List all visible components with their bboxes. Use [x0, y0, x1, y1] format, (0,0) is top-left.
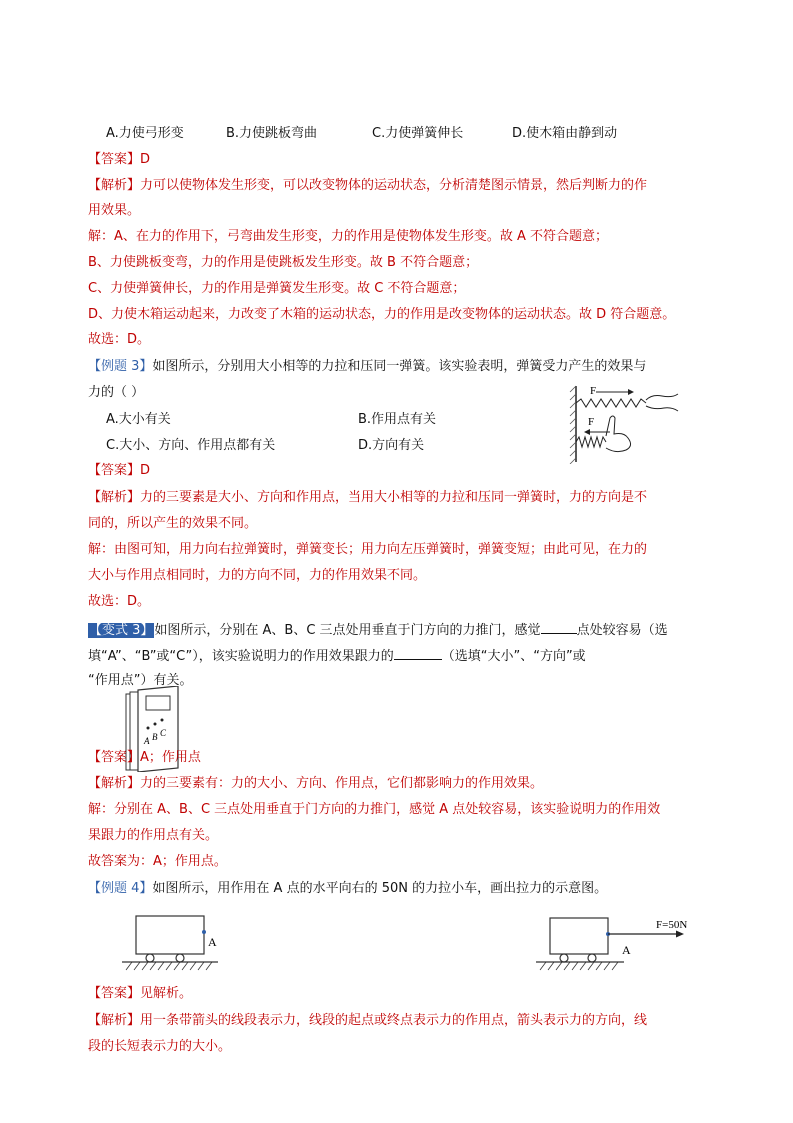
var3-answer-line: [88, 748, 201, 768]
force-label-top: F: [590, 385, 597, 397]
blank-2: [394, 645, 442, 660]
force-label: F=50N: [656, 919, 688, 931]
cart-figure-left: [118, 912, 228, 974]
ex3-analysis-tag: 【解析】: [88, 490, 141, 505]
var3-solution-line-2: 果跟力的作用点有关。: [88, 828, 219, 843]
option-b: B.力使跳板弯曲: [226, 126, 318, 141]
option-a: A.力使弓形变: [106, 126, 184, 141]
solution-line-4: D、力使木箱运动起来，力改变了木箱的运动状态，力的作用是改变物体的运动状态。故 D 符合题意。: [88, 307, 676, 322]
ex4-analysis-line-2: 段的长短表示力的大小。: [88, 1039, 232, 1054]
spring-figure: [568, 380, 680, 464]
blank-1: [541, 619, 577, 634]
var3-solution-line-1: 解：分别在 A、B、C 三点处用垂直于门方向的力推门，感觉 A 点处较容易，该实验说明力的作用效: [88, 802, 661, 817]
example3-question-2: 力的（ ）: [88, 385, 145, 400]
variant3-tag: 【变式 3】: [89, 623, 154, 638]
var3-analysis-line: [88, 774, 543, 794]
ex3-solution-line-1: 解：由图可知，用力向右拉弹簧时，弹簧变长；用力向左压弹簧时，弹簧变短；由此可见，在力的: [88, 542, 648, 557]
variant3-question-2: [88, 645, 586, 667]
example4-question: [88, 879, 607, 899]
analysis-line: [88, 176, 647, 196]
force-label-bottom: F: [588, 416, 595, 428]
ex3-option-b: B.作用点有关: [358, 412, 437, 427]
variant3-text-c: 填“A”、“B”或“C”），该实验说明力的作用效果跟力的: [88, 649, 394, 664]
pulling-hand-icon: [646, 394, 678, 411]
answer-line: [88, 150, 150, 170]
ex3-option-c: C.大小、方向、作用点都有关: [106, 438, 276, 453]
variant3-text-b: 点处较容易（选: [576, 623, 668, 638]
door-label-b: B: [152, 732, 158, 742]
cart-figure-right: [532, 912, 702, 974]
answer-value: D: [140, 152, 151, 167]
ex3-answer-tag: 【答案】: [88, 463, 141, 478]
ex4-answer-line: [88, 984, 192, 1004]
var3-answer-tag: 【答案】: [88, 750, 141, 765]
example3-tag: 【例题 3】: [88, 359, 153, 374]
ex4-answer-value: 见解析。: [140, 986, 193, 1001]
ex3-analysis-text: 力的三要素是大小、方向和作用点，当用大小相等的力拉和压同一弹簧时，力的方向是不: [140, 490, 648, 505]
example3-text: 如图所示，分别用大小相等的力拉和压同一弹簧。该实验表明，弹簧受力产生的效果与: [152, 359, 647, 374]
var3-analysis-tag: 【解析】: [88, 776, 141, 791]
ex3-analysis-line: [88, 488, 647, 508]
analysis-text: 力可以使物体发生形变，可以改变物体的运动状态，分析清楚图示情景，然后判断力的作: [140, 178, 648, 193]
answer-tag: 【答案】: [88, 152, 141, 167]
solution-line-2: B、力使跳板变弯，力的作用是使跳板发生形变。故 B 不符合题意；: [88, 255, 479, 270]
example4-text: 如图所示，用作用在 A 点的水平向右的 50N 的力拉小车，画出拉力的示意图。: [152, 881, 608, 896]
door-label-a: A: [144, 736, 150, 746]
variant3-text-d: （选填“大小”、“方向”或: [441, 649, 586, 664]
var3-analysis-text: 力的三要素有：力的大小、方向、作用点，它们都影响力的作用效果。: [140, 776, 544, 791]
var3-final-line: 故答案为：A；作用点。: [88, 854, 227, 869]
ex3-solution-line-2: 大小与作用点相同时，力的方向不同，力的作用效果不同。: [88, 568, 427, 583]
ex3-analysis-line-2: 同的，所以产生的效果不同。: [88, 516, 258, 531]
ex3-option-d: D.方向有关: [358, 438, 425, 453]
example4-tag: 【例题 4】: [88, 881, 153, 896]
option-c: C.力使弹簧伸长: [372, 126, 464, 141]
analysis-tag: 【解析】: [88, 178, 141, 193]
ex3-answer-line: [88, 461, 150, 481]
ex3-choose-line: 故选：D。: [88, 594, 151, 609]
cart-label-a-left: A: [208, 935, 217, 949]
ex3-option-a: A.大小有关: [106, 412, 171, 427]
ex3-answer-value: D: [140, 463, 151, 478]
ex4-analysis-tag: 【解析】: [88, 1013, 141, 1028]
solution-line-3: C、力使弹簧伸长，力的作用是弹簧发生形变。故 C 不符合题意；: [88, 281, 466, 296]
choose-line: 故选：D。: [88, 332, 151, 347]
ex4-answer-tag: 【答案】: [88, 986, 141, 1001]
analysis-line-2: 用效果。: [88, 203, 141, 218]
pressing-hand-icon: [606, 416, 631, 452]
variant3-question: [88, 619, 668, 641]
door-label-c: C: [160, 728, 167, 738]
cart-label-a-right: A: [622, 943, 631, 957]
option-d: D.使木箱由静到动: [512, 126, 618, 141]
example3-question: [88, 357, 646, 377]
ex4-analysis-text: 用一条带箭头的线段表示力，线段的起点或终点表示力的作用点，箭头表示力的方向，线: [140, 1013, 648, 1028]
solution-line-1: 解：A、在力的作用下，弓弯曲发生形变，力的作用是使物体发生形变。故 A 不符合题意；: [88, 229, 609, 244]
ex4-analysis-line: [88, 1011, 647, 1031]
variant3-question-3: “作用点”）有关。: [88, 673, 193, 688]
variant3-text-a: 如图所示，分别在 A、B、C 三点处用垂直于门方向的力推门，感觉: [154, 623, 541, 638]
var3-answer-value: A；作用点: [140, 750, 201, 765]
